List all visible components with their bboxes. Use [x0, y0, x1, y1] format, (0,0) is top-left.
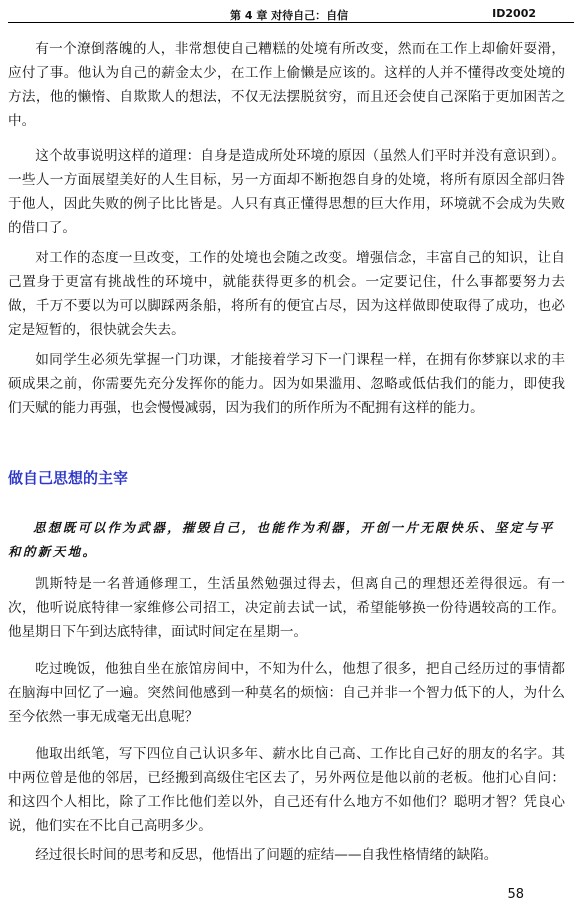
epigraph-quote: 思想既可以作为武器，摧毁自己，也能作为利器，开创一片无限快乐、坚定与平和的新天地。	[8, 520, 555, 559]
body-paragraph: 对工作的态度一旦改变，工作的处境也会随之改变。增强信念，丰富自己的知识，让自己置身于更富有挑战性的环境中，就能获得更多的机会。一定要记住，什么事都要努力去做，千万不要以为可以脚踩两条船，将所有的便宜占尽，因为这样做即使取得了成功，也必定是短暂的，很快就会失去。	[8, 250, 565, 338]
chapter-title: 第 4 章 对待自己：自信	[230, 9, 349, 22]
body-paragraph: 他取出纸笔，写下四位自己认识多年、薪水比自己高、工作比自己好的朋友的名字。其中两位曾是他的邻居，已经搬到高级住宅区去了，另外两位是他以前的老板。他扪心自问：和这四个人相比，除了工作比他们差以外，自己还有什么地方不如他们？聪明才智？凭良心说，他们实在不比自己高明多少。	[8, 746, 565, 834]
body-paragraph: 如同学生必须先掌握一门功课，才能接着学习下一门课程一样，在拥有你梦寐以求的丰硕成果之前，你需要先充分发挥你的能力。因为如果滥用、忽略或低估我们的能力，即使我们天赋的能力再强，也会慢慢减弱，因为我们的所作所为不配拥有这样的能力。	[8, 352, 565, 416]
page-header	[8, 6, 574, 23]
section-title: 做自己思想的主宰	[8, 469, 129, 487]
document-code: ID2002	[492, 7, 536, 20]
body-paragraph: 有一个潦倒落魄的人，非常想使自己糟糕的处境有所改变，然而在工作上却偷奸耍滑，应付了事。他认为自己的薪金太少，在工作上偷懒是应该的。这样的人并不懂得改变处境的方法，他的懒惰、自欺欺人的想法，不仅无法摆脱贫穷，而且还会使自己深陷于更加困苦之中。	[8, 41, 565, 129]
body-paragraph: 经过很长时间的思考和反思，他悟出了问题的症结——自我性格情绪的缺陷。	[35, 847, 498, 863]
body-paragraph: 吃过晚饭，他独自坐在旅馆房间中，不知为什么，他想了很多，把自己经历过的事情都在脑海中回忆了一遍。突然间他感到一种莫名的烦恼：自己并非一个智力低下的人，为什么至今依然一事无成毫无出息呢？	[8, 661, 565, 725]
page-number: 58	[507, 887, 524, 902]
body-paragraph: 凯斯特是一名普通修理工，生活虽然勉强过得去，但离自己的理想还差得很远。有一次，他听说底特律一家维修公司招工，决定前去试一试，希望能够换一份待遇较高的工作。他星期日下午到达底特律，面试时间定在星期一。	[8, 576, 565, 640]
body-paragraph: 这个故事说明这样的道理：自身是造成所处环境的原因（虽然人们平时并没有意识到）。一些人一方面展望美好的人生目标，另一方面却不断抱怨自身的处境，将所有原因全部归咎于他人，因此失败的例子比比皆是。人只有真正懂得思想的巨大作用，环境就不会成为失败的借口了。	[8, 148, 565, 236]
